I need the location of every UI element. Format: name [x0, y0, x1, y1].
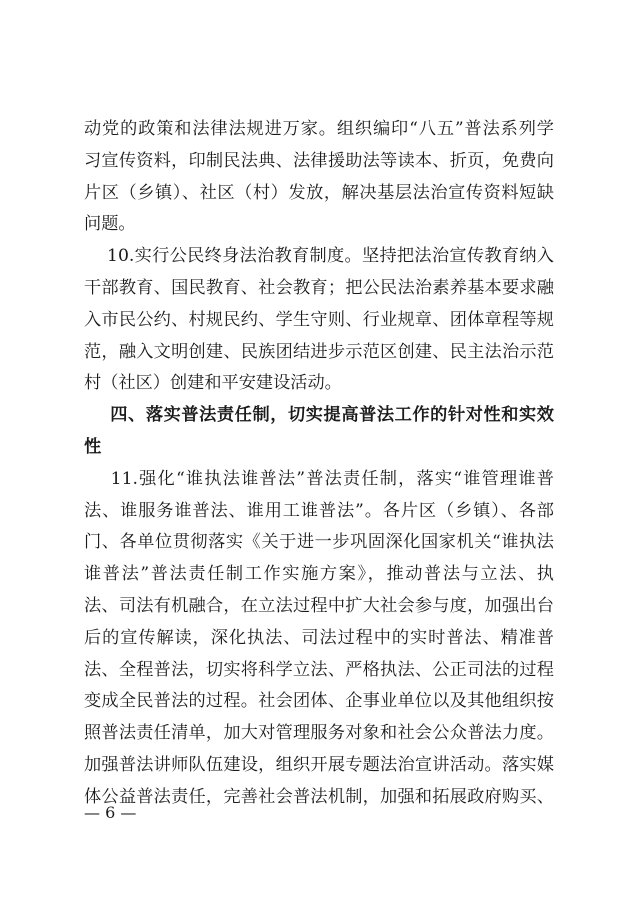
text-line: 门、各单位贯彻落实《关于进一步巩固深化国家机关“谁执法	[84, 532, 554, 553]
text-line: 法、司法有机融合，在立法过程中扩大社会参与度，加强出台	[84, 595, 554, 616]
heading-line: 性	[84, 436, 102, 457]
text-line: 法、谁服务谁普法、谁用工谁普法”。各片区（乡镇）、各部	[84, 500, 554, 521]
text-line: 照普法责任清单，加大对管理服务对象和社会公众普法力度。	[84, 723, 554, 744]
text-line: 11.强化“谁执法谁普法”普法责任制，落实“谁管理谁普	[84, 468, 554, 489]
text-line: 入市民公约、村规民约、学生守则、行业规章、团体章程等规	[84, 309, 554, 330]
text-line: 加强普法讲师队伍建设，组织开展专题法治宣讲活动。落实媒	[84, 754, 554, 775]
text-line: 村（社区）创建和平安建设活动。	[84, 373, 342, 394]
heading-line: 四、落实普法责任制，切实提高普法工作的针对性和实效	[84, 405, 554, 426]
paragraph-11	[84, 464, 554, 814]
text-line: 习宣传资料，印制民法典、法律援助法等读本、折页，免费向	[84, 150, 554, 171]
section-heading-4	[84, 400, 554, 464]
text-line: 10.实行公民终身法治教育制度。坚持把法治宣传教育纳入	[84, 246, 554, 267]
text-line: 法、全程普法，切实将科学立法、严格执法、公正司法的过程	[84, 659, 554, 680]
text-line: 后的宣传解读，深化执法、司法过程中的实时普法、精准普	[84, 627, 554, 648]
paragraph-continued	[84, 114, 554, 241]
text-line: 动党的政策和法律法规进万家。组织编印“八五”普法系列学	[84, 119, 554, 139]
text-line: 体公益普法责任，完善社会普法机制，加强和拓展政府购买、	[84, 786, 554, 807]
text-line: 片区（乡镇）、社区（村）发放，解决基层法治宣传资料短缺	[84, 182, 554, 203]
paragraph-10	[84, 241, 554, 400]
text-line: 干部教育、国民教育、社会教育；把公民法治素养基本要求融	[84, 277, 554, 298]
text-line: 问题。	[84, 214, 136, 235]
text-line: 范，融入文明创建、民族团结进步示范区创建、民主法治示范	[84, 341, 554, 362]
text-line: 变成全民普法的过程。社会团体、企事业单位以及其他组织按	[84, 691, 554, 712]
text-line: 谁普法”普法责任制工作实施方案》，推动普法与立法、执	[84, 564, 554, 585]
document-body	[84, 114, 554, 814]
page-number: — 6 —	[84, 803, 137, 822]
